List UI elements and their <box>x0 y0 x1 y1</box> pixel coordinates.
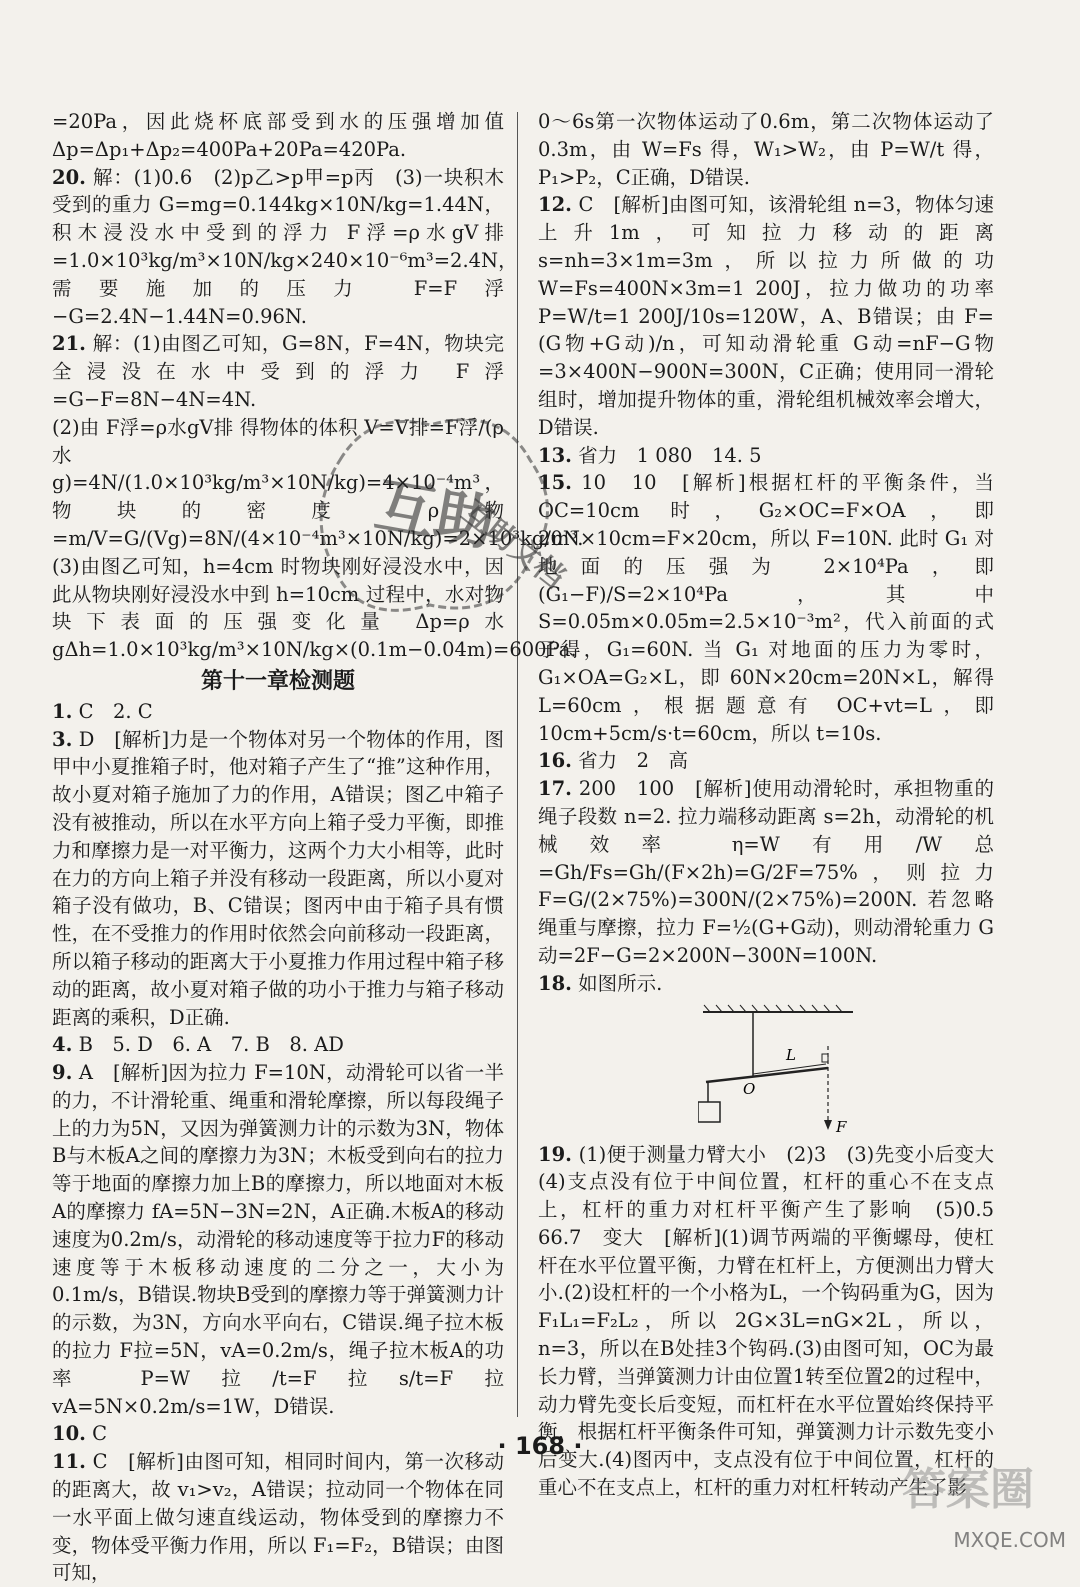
lever-bar <box>706 1068 828 1082</box>
label-O: O <box>743 1079 756 1098</box>
answer-item-13: 13. 省力 1 080 14. 5 <box>538 443 762 467</box>
answer-item-1: 1. C 2. C <box>52 699 153 723</box>
answer-item-12: 12. C [解析]由图可知，该滑轮组 n=3，物体匀速上升1m，可知拉力移动的距离 s=nh=3×1m=3m，所以拉力所做的功 W=Fs=400N×3m=1 200J，拉力做功的功率 P=W/t=1 200J/10s=120W，A、B错误；由 F=(G物+G动)/n，可知动滑轮重 G动=nF−G物=3×400N−900N=300N，C正确；使用同一滑轮组时，增加提升物体的重，滑轮组机械效率会增大，D错误. <box>538 193 1001 439</box>
stamp-center-text: 互助 <box>369 470 501 560</box>
right-angle-mark <box>822 1054 828 1062</box>
column-divider <box>517 112 518 1417</box>
watermark-text: MXQE.COM <box>953 1528 1066 1552</box>
answer-item-20: 20. 解：(1)0.6 (2)p乙>p甲=p丙 (3)一块积木受到的重力 G=mg=0.144kg×10N/kg=1.44N，积木浸没水中受到的浮力 F浮=ρ水gV排=1.0×10³kg/m³×10N/kg×240×10⁻⁶m³=2.4N，需要施加的压力 F=F浮−G=2.4N−1.44N=0.96N. <box>52 165 518 328</box>
lever-diagram <box>698 1002 858 1137</box>
answer-item-17: 17. 200 100 [解析]使用动滑轮时，承担物重的绳子段数 n=2. 拉力端移动距离 s=2h，动滑轮的机械效率 η=W有用/W总=Gh/Fs=Gh/(F×2h)=G/2F=75%，则拉力 F=G/(2×75%)=300N/(2×75%)=200N. 若忽略绳重与摩擦，拉力 F=½(G+G动)，则动滑轮重力 G动=2F−G=2×200N−300N=100N. <box>538 777 1001 967</box>
force-arrow <box>824 1120 832 1130</box>
answer-item-3: 3. D [解析]力是一个物体对另一个物体的作用，图甲中小夏推箱子时，他对箱子产生了“推”这种作用，故小夏对箱子施加了力的作用，A错误；图乙中箱子没有被推动，所以在水平方向上箱子受力平衡，即推力和摩擦力是一对平衡力，这两个力大小相等，此时在力的方向上箱子并没有移动一段距离，所以小夏对箱子没有做功，B、C错误；图丙中由于箱子具有惯性，在不受推力的作用时依然会向前移动一段距离，所以箱子移动的距离大于小夏推力作用过程中箱子移动的距离，故小夏对箱子做的功小于推力与箱子移动距离的乘积，D正确. <box>52 727 504 1029</box>
label-L: L <box>786 1045 796 1064</box>
page-number: · 168 · <box>497 1432 583 1460</box>
label-F: F <box>836 1117 847 1136</box>
answer-item-15: 15. 10 10 [解析]根据杠杆的平衡条件，当 OC=10cm 时，G₂×OC=F×OA，即 20N×10cm=F×20cm，所以 F=10N. 此时 G₁ 对地面的压强为 2×10⁴Pa，即 (G₁−F)/S=2×10⁴Pa，其中 S=0.05m×0.05m=2.5×10⁻³m²，代入前面的式子得，G₁=60N. 当 G₁ 对地面的压力为零时，G₁×OA=G₂×L，即 60N×20cm=20N×L，解得 L=60cm，根据题意有 OC+vt=L，即 10cm+5cm/s·t=60cm，所以 t=10s. <box>538 471 1001 745</box>
answer-item-10: 10. C <box>52 1422 108 1446</box>
answer-item-19: 19. (1)便于测量力臂大小 (2)3 (3)先变小后变大 (4)支点没有位于中间位置，杠杆的重心不在支点上，杠杆的重力对杠杆平衡产生了影响 (5)0.5 66.7 变大 [解析](1)调节两端的平衡螺母，使杠杆在水平位置平衡，力臂在杠杆上，方便测出力臂大小.(2)设杠杆的一个小格为L，一个钩码重为G，因为 F₁L₁=F₂L₂，所以 2G×3L=nG×2L，所以，n=3，所以在B处挂3个钩码.(3)由图可知，OC为最长力臂，当弹簧测力计由位置1转至位置2的过程中，动力臂先变长后变短，而杠杆在水平位置始终保持平衡，根据杠杆平衡条件可知，弹簧测力计示数先变小后变大.(4)图丙中，支点没有位于中间位置，杠杆的重心不在支点上，杠杆的重力对杠杆转动产生了影 <box>538 1142 1014 1500</box>
watermark-logo-text: 答案圈 <box>902 1464 1034 1515</box>
answer-item-4: 4. B 5. D 6. A 7. B 8. AD <box>52 1033 344 1057</box>
weight-block <box>698 1102 720 1122</box>
chapter-heading: 第十一章检测题 <box>200 668 355 694</box>
stamp-seal <box>300 400 570 630</box>
answer-item-21: 21. 解：(1)由图乙可知，G=8N，F=4N，物块完全浸没在水中受到的浮力 F浮=G−F=8N−4N=4N. (2)由 F浮=ρ水gV排 得物体的体积 V=V排=F浮/(ρ水g)=4N/(1.0×10³kg/m³×10N/kg)=4×10⁻⁴m³，物块的密度 ρ物=m/V=G/(Vg)=8N/(4×10⁻⁴m³×10N/kg)=2×10³kg/m³. (3)由图乙可知，h=4cm 时物块刚好浸没水中，因此从物块刚好浸没水中到 h=10cm 过程中，水对物块下表面的压强变化量 Δp=ρ水gΔh=1.0×10³kg/m³×10N/kg×(0.1m−0.04m)=600Pa. <box>52 332 584 662</box>
answer-item: =20Pa，因此烧杯底部受到水的压强增加值 Δp=Δp₁+Δp₂=400Pa+20Pa=420Pa. <box>52 110 511 161</box>
right-column <box>538 108 1014 1502</box>
answer-item-18: 18. 如图所示. <box>538 971 663 995</box>
answer-item-9: 9. A [解析]因为拉力 F=10N，动滑轮可以省一半的力，不计滑轮重、绳重和滑轮摩擦，所以每段绳子上的力为5N，又因为弹簧测力计的示数为3N，物体B与木板A之间的摩擦力为3N；木板受到向右的拉力等于地面的摩擦力加上B的摩擦力，所以地面对木板A的摩擦力 fA=5N−3N=2N，A正确.木板A的移动速度为0.2m/s，动滑轮的移动速度等于拉力F的移动速度等于木板移动速度的二分之一，大小为0.1m/s，B错误.物块B受到的摩擦力等于弹簧测力计的示数，为3N，方向水平向右，C错误.绳子拉木板的拉力 F拉=5N，vA=0.2m/s，绳子拉木板A的功率 P=W拉/t=F拉s/t=F拉vA=5N×0.2m/s=1W，D错误. <box>52 1061 504 1418</box>
answer-item-16: 16. 省力 2 高 <box>538 749 689 773</box>
answer-item-11: 11. C [解析]由图可知，相同时间内，第一次移动的距离大，故 v₁>v₂，A错误；拉动同一个物体在同一水平面上做匀速直线运动，物体受到的摩擦力不变，物体受平衡力作用，所以 F₁=F₂，B错误；由图可知， <box>52 1450 505 1585</box>
stamp-side-text: 互助文档 <box>454 494 571 596</box>
answer-item-continued: 0～6s第一次物体运动了0.6m，第二次物体运动了0.3m，由 W=Fs 得，W₁>W₂，由 P=W/t 得，P₁>P₂，C正确，D错误. <box>538 110 994 189</box>
